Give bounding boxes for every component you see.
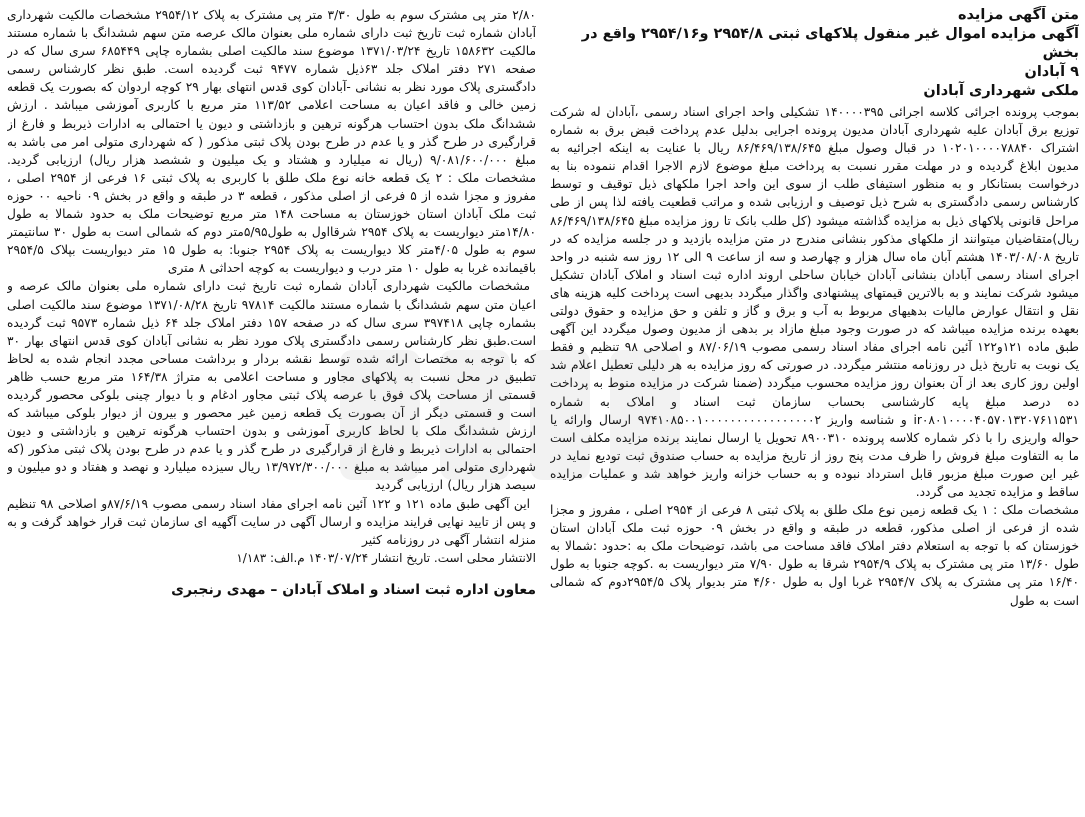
- notice-title-line: ملکی شهرداری آبادان: [923, 83, 1079, 99]
- property-one-continuation: ۲/۸۰ متر پی مشترک سوم به طول ۳/۳۰ متر پی مشترک به پلاک ۲۹۵۴/۱۲ مشخصات مالکیت شهرداری آبادان شماره ثبت تاریخ ثبت دارای شماره ملی بعنوان مالک عرصه متن سهم ششدانگ با شماره مستند مالکیت ۱۵۸۶۳۲ تاریخ ۱۳۷۱/۰۳/۲۴ موضوع سند مالکیت اصلی بشماره چاپی ۶۸۵۴۴۹ سری سال که در صفحه ۲۷۱ دفتر املاک جلد ۶۳ذیل شماره ۹۴۷۷ ثبت گردیده است. طبق نظر کارشناس رسمی دادگستری پلاک مورد نظر به نشانی -آبادان کوی قدس انتهای بهار ۲۹ کوچه اردوان که بصورت یک قطعه زمین خالی و فاقد اعیان به مساحت اعلامی ۱۱۳/۵۲ متر مربع با کاربری آموزشی میباشد . ارزش ششدانگ ملک بدون احتساب هرگونه ترهین و بازداشتی و دیون یا احتمالی به ادارات ذیربط و فارغ از قرارگیری در طرح گذر و یا عدم در طرح بودن پلاک ثبتی مذکور ( که شهرداری متولی امر می باشد به مبلغ ۹/۰۸۱/۶۰۰/۰۰۰ (ریال نه میلیارد و هشتاد و یک میلیون و ششصد هزار ریال) ارزیابی گردید. مشخصات ملک : ۲ یک قطعه خانه نوع ملک طلق با کاربری به پلاک ثبتی ۱۶ فرعی از ۲۹۵۴ اصلی ، مفروز و مجزا شده از ۵ فرعی از اصلی مذکور ، قطعه ۳ در طبقه و واقع در بخش ۰۹ ناحیه ۰۰ حوزه ثبت ملک آبادان استان خوزستان به مساحت ۱۴۸ متر مربع توضیحات ملک به حدود شمالا به طول ۱۴/۸۰متر دیواریست به پلاک ۲۹۵۴ شرقااول به طول۵/۹۵متر دوم که شمالی است به طول ۳۰ سانتیمتر سوم به طول ۴/۰۵متر کلا دیواریست به پلاک ۲۹۵۴ جنوبا: به طول ۱۵ متر دیواریست بپلاک ۲۹۵۴/۵ باقیمانده غربا به طول ۱۰ متر درب و دیواریست به کوچه احداثی ۸ متری: [7, 8, 536, 276]
- property-one-description: مشخصات ملک : ۱ یک قطعه زمین نوع ملک طلق به پلاک ثبتی ۸ فرعی از ۲۹۵۴ اصلی ، مفروز و مجزا شده از فرعی از اصلی مذکور، قطعه در طبقه و واقع در بخش ۰۹ حوزه ثبت ملک آبادان استان خوزستان که با توجه به استعلام دفتر املاک فاقد مساحت می باشد، توضیحات ملک به :حدود :شمالا به طول ۱۳/۶۰ متر پی مشترک به پلاک ۲۹۵۴/۹ شرقا به طول ۷/۹۰ متر دیواریست به .کوچه جنوبا به طول ۱۶/۴۰ متر پی مشترک به پلاک ۲۹۵۴/۷ غربا اول به طول ۴/۶۰ متر بدیوار پلاک ۲۹۵۴/۵دوم که شمالی است به طول: [550, 503, 1079, 608]
- notice-title-block: [550, 6, 1079, 101]
- notice-title-line: آگهی مزایده اموال غیر منقول پلاکهای ثبتی ۲۹۵۴/۸ و۲۹۵۴/۱۶ واقع در بخش: [581, 26, 1079, 61]
- signature: معاون اداره ثبت اسناد و املاک آبادان – مهدی رنجبری: [171, 581, 536, 598]
- publication-clause: این آگهی طبق ماده ۱۲۱ و ۱۲۲ آئین نامه اجرای مفاد اسناد رسمی مصوب ۸۷/۶/۱۹و اصلاحی ۹۸ تنظیم و پس از تایید نهایی فرایند مزایده و ارسال آگهی در سایت آگهیه ای سازمان ثبت قرار خواهد گرفت و به منزله انتشار آگهی در روزنامه کثیر: [7, 496, 536, 547]
- publication-date: الانتشار محلی است. تاریخ انتشار ۱۴۰۳/۰۷/۲۴ م.الف: ۱/۱۸۳: [236, 550, 536, 565]
- notice-paragraph: بموجب پرونده اجرائی کلاسه اجرائی ۱۴۰۰۰۰۳۹۵ تشکیلی واحد اجرای اسناد رسمی ،آبادان له شرکت توزیع برق آبادان علیه شهرداری آبادان مدیون پرونده اجرایی بدلیل عدم پرداخت قبض برق به شماره اشتراک ۱۰۲۰۱۰۰۰۰۷۸۸۴۰ در قبال وصول مبلغ ۸۶/۴۶۹/۱۳۸/۶۴۵ ریال با عنایت به اینکه اجرائیه به مدیون ابلاغ گردیده و در مهلت مقرر نسبت به پرداخت مبلغ موضوع لازم الاجرا اقدام ننموده بنا به درخواست بستانکار و به منظور استیفای طلب از سوی این واحد اجرا ملکهای ذیل توقیف و توسط کارشناس رسمی دادگستری به شرح ذیل توصیف و ارزیابی شده و مراتب قطعیت یافته لذا پس از طی مراحل قانونی پلاکهای ذیل به مزایده گذاشته میشود (کل طلب بانک تا روز مزایده مبلغ ۸۶/۴۶۹/۱۳۸/۶۴۵ ریال)متقاضیان میتوانند از ملکهای مذکور بنشانی مندرج در متن مزایده بازدید و در جلسه مزایده که در تاریخ ۱۴۰۳/۰۸/۰۸ هشتم آبان ماه سال هزار و چهارصد و سه از ساعت ۹ الی ۱۲ روز سه شنبه در واحد اجرای اسناد رسمی آبادان بنشانی آبادان خیابان ساحلی اروند اداره ثبت اسناد و املاک آبادان تشکیل میشود شرکت نمایند و به بالاترین قیمتهای پیشنهادی واگذار میگردد بدیهی است پرداخت کلیه هزینه های نقل و انتقال عوارض مالیات بدهیهای مربوط به آب و برق و گاز و تلفن و حق مزایده و حقوق دولتی بعهده برنده مزایده میباشد که در صورت وجود مبلغ مازاد بر بدهی از مدیون وصول میگردد این آگهی طبق ماده ۱۲۱و۱۲۲ آئین نامه اجرای مفاد اسناد رسمی مصوب ۸۷/۰۶/۱۹ و اصلاحی ۹۸ تنظیم و فقط یک نوبت به تاریخ ذیل در روزنامه منتشر میگردد. در صورتی که روز مزایده به هر دلیلی تعطیل اعلام شد اولین روز کاری بعد از آن بعنوان روز مزایده محسوب میگردد (ضمنا شرکت در مزایده منوط به پرداخت ده درصد مبلغ پایه کارشناسی بحساب سازمان ثبت اسناد و املاک به شماره ir۰۸۰۱۰۰۰۰۴۰۵۷۰۱۳۲۰۷۶۱۱۵۳۱ و شناسه واریز ۹۷۴۱۰۸۵۰۰۱۰۰۰۰۰۰۰۰۰۰۰۰۰۰۰۰۰۲ ارسال وارائه یا حواله واریزی را با ذکر شماره کلاسه پرونده ۸۹۰۰۳۱۰ تحویل یا ارسال نمایند برنده مزایده مکلف است ما به التفاوت مبلغ فروش را ظرف مدت پنج روز از تاریخ مزایده به حساب صندوق ثبت تودیع نماید در غیر این صورت مبلغ مزبور قابل استرداد نبوده و به حساب خزانه واریز خواهد شد و عملیات مزایده ساقط و مزایده تجدید می گردد.: [550, 105, 1079, 499]
- notice-right-column: [550, 6, 1079, 811]
- notice-title-line: ۹ آبادان: [1024, 64, 1079, 80]
- property-two-ownership: مشخصات مالکیت شهرداری آبادان شماره ثبت تاریخ ثبت دارای شماره ملی بعنوان مالک عرصه و اعیان متن سهم ششدانگ با شماره مستند مالکیت ۹۷۸۱۴ تاریخ ۱۳۷۱/۰۸/۲۸ موضوع سند مالکیت اصلی بشماره چاپی ۳۹۷۴۱۸ سری سال که در صفحه ۱۵۷ دفتر املاک جلد ۶۴ ذیل شماره ۹۵۷۳ ثبت گردیده است.طبق نظر کارشناس رسمی دادگستری پلاک مورد نظر به نشانی آبادان کوی قدس انتهای بهار ۳۰ که با توجه به مختصات ارائه شده توسط نقشه بردار و برداشت مساحی مجدد انجام شده به لحاظ تطبیق در محل نسبت به پلاکهای مجاور و مساحت اعلامی به متراژ ۱۶۴/۳۸ متر مربع حسب ظاهر قسمتی از مساحت پلاک فوق با عرصه پلاک ثبتی مجاور ادغام و با دیوار چینی بلوکی محصور گردیده است و قسمتی دیگر از آن بصورت یک قطعه زمین غیر محصور و بیرون از دیوار بلوکی میباشد که ارزش ششدانگ ملک با لحاظ کاربری آموزشی و بدون احتساب هرگونه ترهین و بازداشتی و دیون احتمالی به ادارات ذیربط و فارغ از قرارگیری در طرح گذر و یا عدم در طرح بودن پلاک ثبتی مذکور (که شهرداری متولی امر میباشد به مبلغ ۱۳/۹۷۲/۳۰۰/۰۰۰ ریال سیزده میلیارد و نهصد و هفتاد و دو میلیون و سیصد هزار ریال) ارزیابی گردید: [7, 279, 536, 493]
- notice-left-column: [7, 6, 536, 811]
- notice-title-line: متن آگهی مزایده: [957, 7, 1079, 23]
- auction-notice: [6, 6, 1079, 811]
